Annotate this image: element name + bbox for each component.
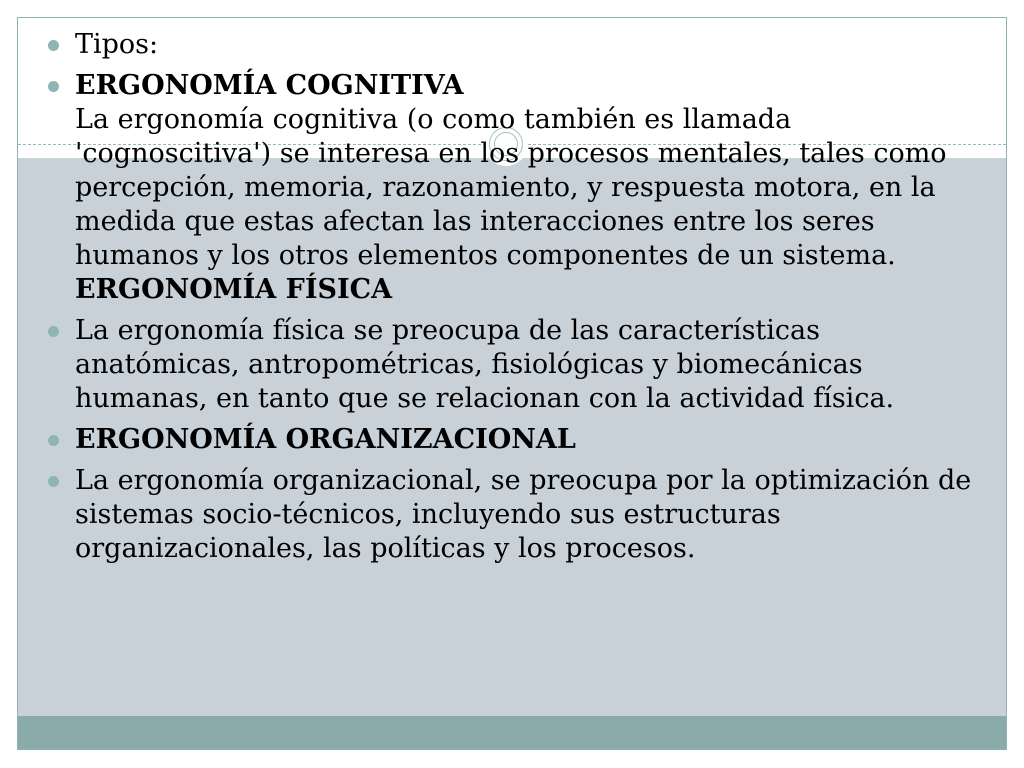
slide-body <box>47 28 987 573</box>
bullet-item-organizacional-heading <box>47 423 987 457</box>
bullet-dot-icon <box>48 81 59 92</box>
bullet-dot-icon <box>48 326 59 337</box>
bullet-list <box>47 28 987 566</box>
bullet-item-tipos <box>47 28 987 62</box>
bullet-dot-icon <box>48 435 59 446</box>
bullet-text: Tipos: <box>75 29 159 60</box>
section-heading-organizacional: ERGONOMÍA ORGANIZACIONAL <box>75 424 576 455</box>
section-heading-cognitiva: ERGONOMÍA COGNITIVA <box>75 70 464 101</box>
bullet-item-fisica <box>47 314 987 416</box>
section-text-organizacional: La ergonomía organizacional, se preocupa por la optimización de sistemas socio-técnicos, incluyendo sus estructuras organizacionales, las políticas y los procesos. <box>75 465 972 564</box>
section-text-fisica: La ergonomía física se preocupa de las características anatómicas, antropométricas, fisiológicas y biomecánicas humanas, en tanto que se relacionan con la actividad física. <box>75 315 895 414</box>
section-heading-fisica: ERGONOMÍA FÍSICA <box>75 274 393 305</box>
section-text-cognitiva: La ergonomía cognitiva (o como también es llamada 'cognoscitiva') se interesa en los procesos mentales, tales como percepción, memoria, razonamiento, y respuesta motora, en la medida que estas afectan las interacciones entre los seres humanos y los otros elementos componentes de un sistema. <box>75 104 947 271</box>
bullet-dot-icon <box>48 40 59 51</box>
footer-band <box>18 716 1006 750</box>
bullet-item-cognitiva <box>47 69 987 307</box>
bullet-dot-icon <box>48 476 59 487</box>
bullet-item-organizacional <box>47 464 987 566</box>
